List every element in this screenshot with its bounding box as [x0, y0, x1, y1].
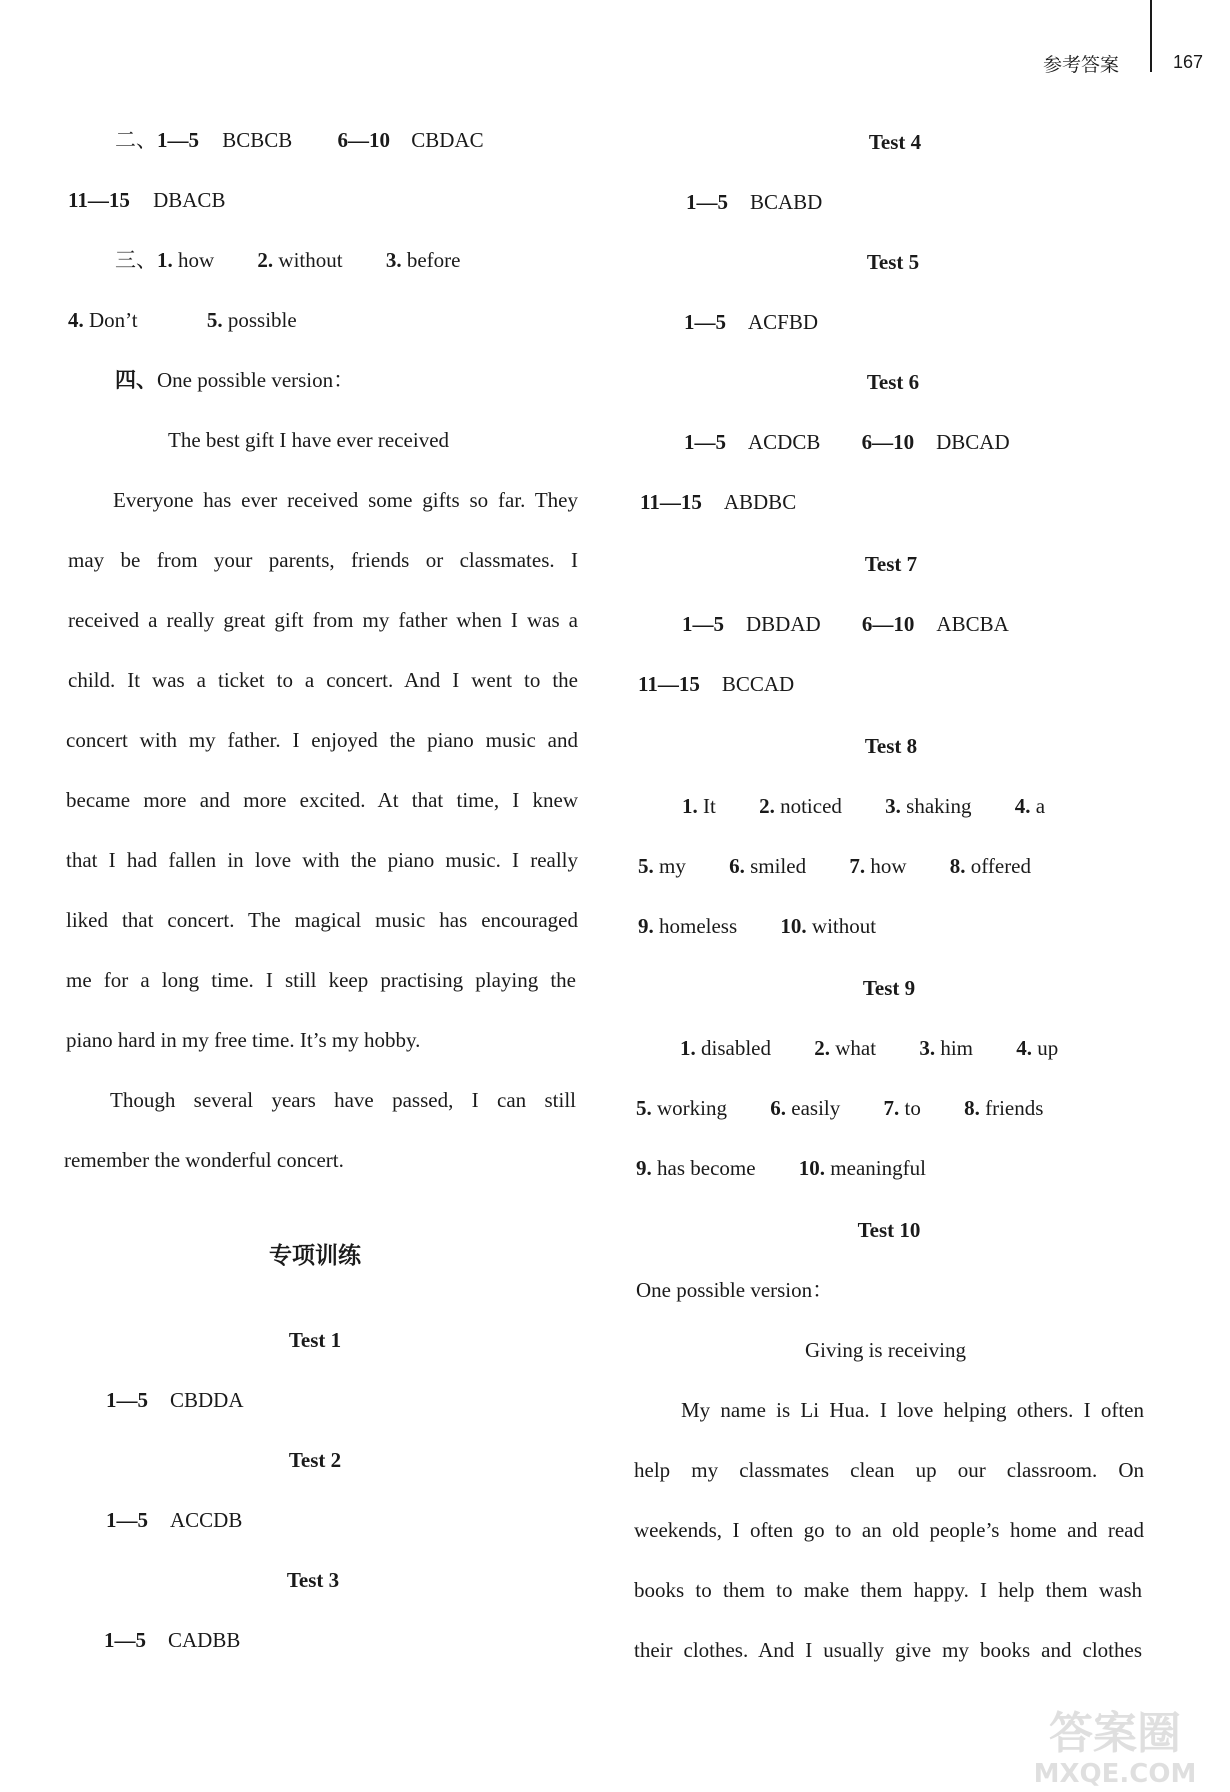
test-3-title: Test 3	[286, 1568, 340, 1592]
watermark-text: 答案圈	[1049, 1708, 1181, 1759]
test-1-title: Test 1	[288, 1328, 342, 1352]
test-7-answers-line-1: 1—5 DBDAD 6—10 ABCBA	[682, 612, 1009, 636]
section-2-line-2	[68, 190, 225, 211]
answers: DBACB	[153, 188, 226, 212]
essay-line: weekends, I often go to an old people’s home and read	[634, 1518, 1144, 1542]
section-2-label: 二、	[115, 128, 157, 152]
range: 11—15	[68, 188, 130, 212]
essay-line: child. It was a ticket to a concert. And I went to the	[68, 668, 578, 692]
essay-line: that I had fallen in love with the piano music. I really	[66, 848, 578, 872]
essay-line: help my classmates clean up our classroom. On	[634, 1458, 1144, 1482]
section-3-label: 三、	[115, 248, 157, 272]
test-9-answers-line-3: 9. has become 10. meaningful	[636, 1156, 926, 1180]
test-10-essay-title: Giving is receiving	[805, 1338, 966, 1362]
essay-line: liked that concert. The magical music has encouraged	[66, 908, 578, 932]
test-8-title: Test 8	[864, 734, 918, 758]
essay-line: became more and more excited. At that time, I knew	[66, 788, 578, 812]
test-3-answers: 1—5 CADBB	[104, 1628, 241, 1652]
watermark-subtext: MXQE.COM	[1033, 1759, 1197, 1789]
test-10-title: Test 10	[857, 1218, 921, 1242]
running-header-title: 参考答案	[1043, 54, 1120, 76]
test-9-answers-line-2: 5. working 6. easily 7. to 8. friends	[636, 1096, 1044, 1120]
essay-line: My name is Li Hua. I love helping others. I often	[681, 1398, 1144, 1422]
test-6-answers-line-2: 11—15 ABDBC	[640, 490, 797, 514]
section-3-line-2: 4. Don’t 5. possible	[68, 308, 297, 332]
answers: BCBCB	[222, 128, 293, 152]
essay-line: received a really great gift from my father when I was a	[68, 608, 578, 632]
section-3-line-1: 三、1. how 2. without 3. before	[115, 248, 461, 272]
section-4-intro: 四、One possible version：	[115, 368, 355, 392]
test-5-title: Test 5	[866, 250, 920, 274]
essay-line: piano hard in my free time. It’s my hobby.	[66, 1028, 421, 1052]
answers: CBDAC	[411, 128, 484, 152]
special-training-heading: 专项训练	[269, 1243, 361, 1269]
test-10-intro: One possible version：	[636, 1278, 834, 1302]
page-number: 167	[1173, 52, 1204, 72]
essay-line: concert with my father. I enjoyed the piano music and	[66, 728, 578, 752]
test-6-title: Test 6	[866, 370, 920, 394]
header-divider	[1150, 0, 1152, 72]
essay-line: their clothes. And I usually give my books and clothes	[634, 1638, 1142, 1662]
test-7-answers-line-2: 11—15 BCCAD	[638, 672, 795, 696]
essay-title: The best gift I have ever received	[168, 428, 450, 452]
essay-line: may be from your parents, friends or classmates. I	[68, 548, 578, 572]
essay-line: remember the wonderful concert.	[64, 1148, 344, 1172]
test-9-answers-line-1: 1. disabled 2. what 3. him 4. up	[680, 1036, 1059, 1060]
test-4-answers: 1—5 BCABD	[686, 190, 823, 214]
test-6-answers-line-1: 1—5 ACDCB 6—10 DBCAD	[684, 430, 1010, 454]
essay-line: Though several years have passed, I can still	[110, 1088, 576, 1112]
test-7-title: Test 7	[864, 552, 918, 576]
test-4-title: Test 4	[868, 130, 922, 154]
essay-line: books to them to make them happy. I help them wash	[634, 1578, 1142, 1602]
section-2-line-1	[115, 130, 484, 151]
range: 1—5	[157, 128, 199, 152]
essay-line: Everyone has ever received some gifts so far. They	[113, 488, 578, 512]
watermark-logo	[1010, 1700, 1220, 1790]
test-9-title: Test 9	[862, 976, 916, 1000]
test-2-answers: 1—5 ACCDB	[106, 1508, 243, 1532]
range: 6—10	[337, 128, 391, 152]
section-4-label: 四、	[115, 368, 157, 392]
test-8-answers-line-1: 1. It 2. noticed 3. shaking 4. a	[682, 794, 1046, 818]
test-2-title: Test 2	[288, 1448, 342, 1472]
test-5-answers: 1—5 ACFBD	[684, 310, 819, 334]
essay-line: me for a long time. I still keep practising playing the	[66, 968, 576, 992]
test-8-answers-line-3: 9. homeless 10. without	[638, 914, 877, 938]
test-1-answers: 1—5 CBDDA	[106, 1388, 244, 1412]
test-8-answers-line-2: 5. my 6. smiled 7. how 8. offered	[638, 854, 1032, 878]
